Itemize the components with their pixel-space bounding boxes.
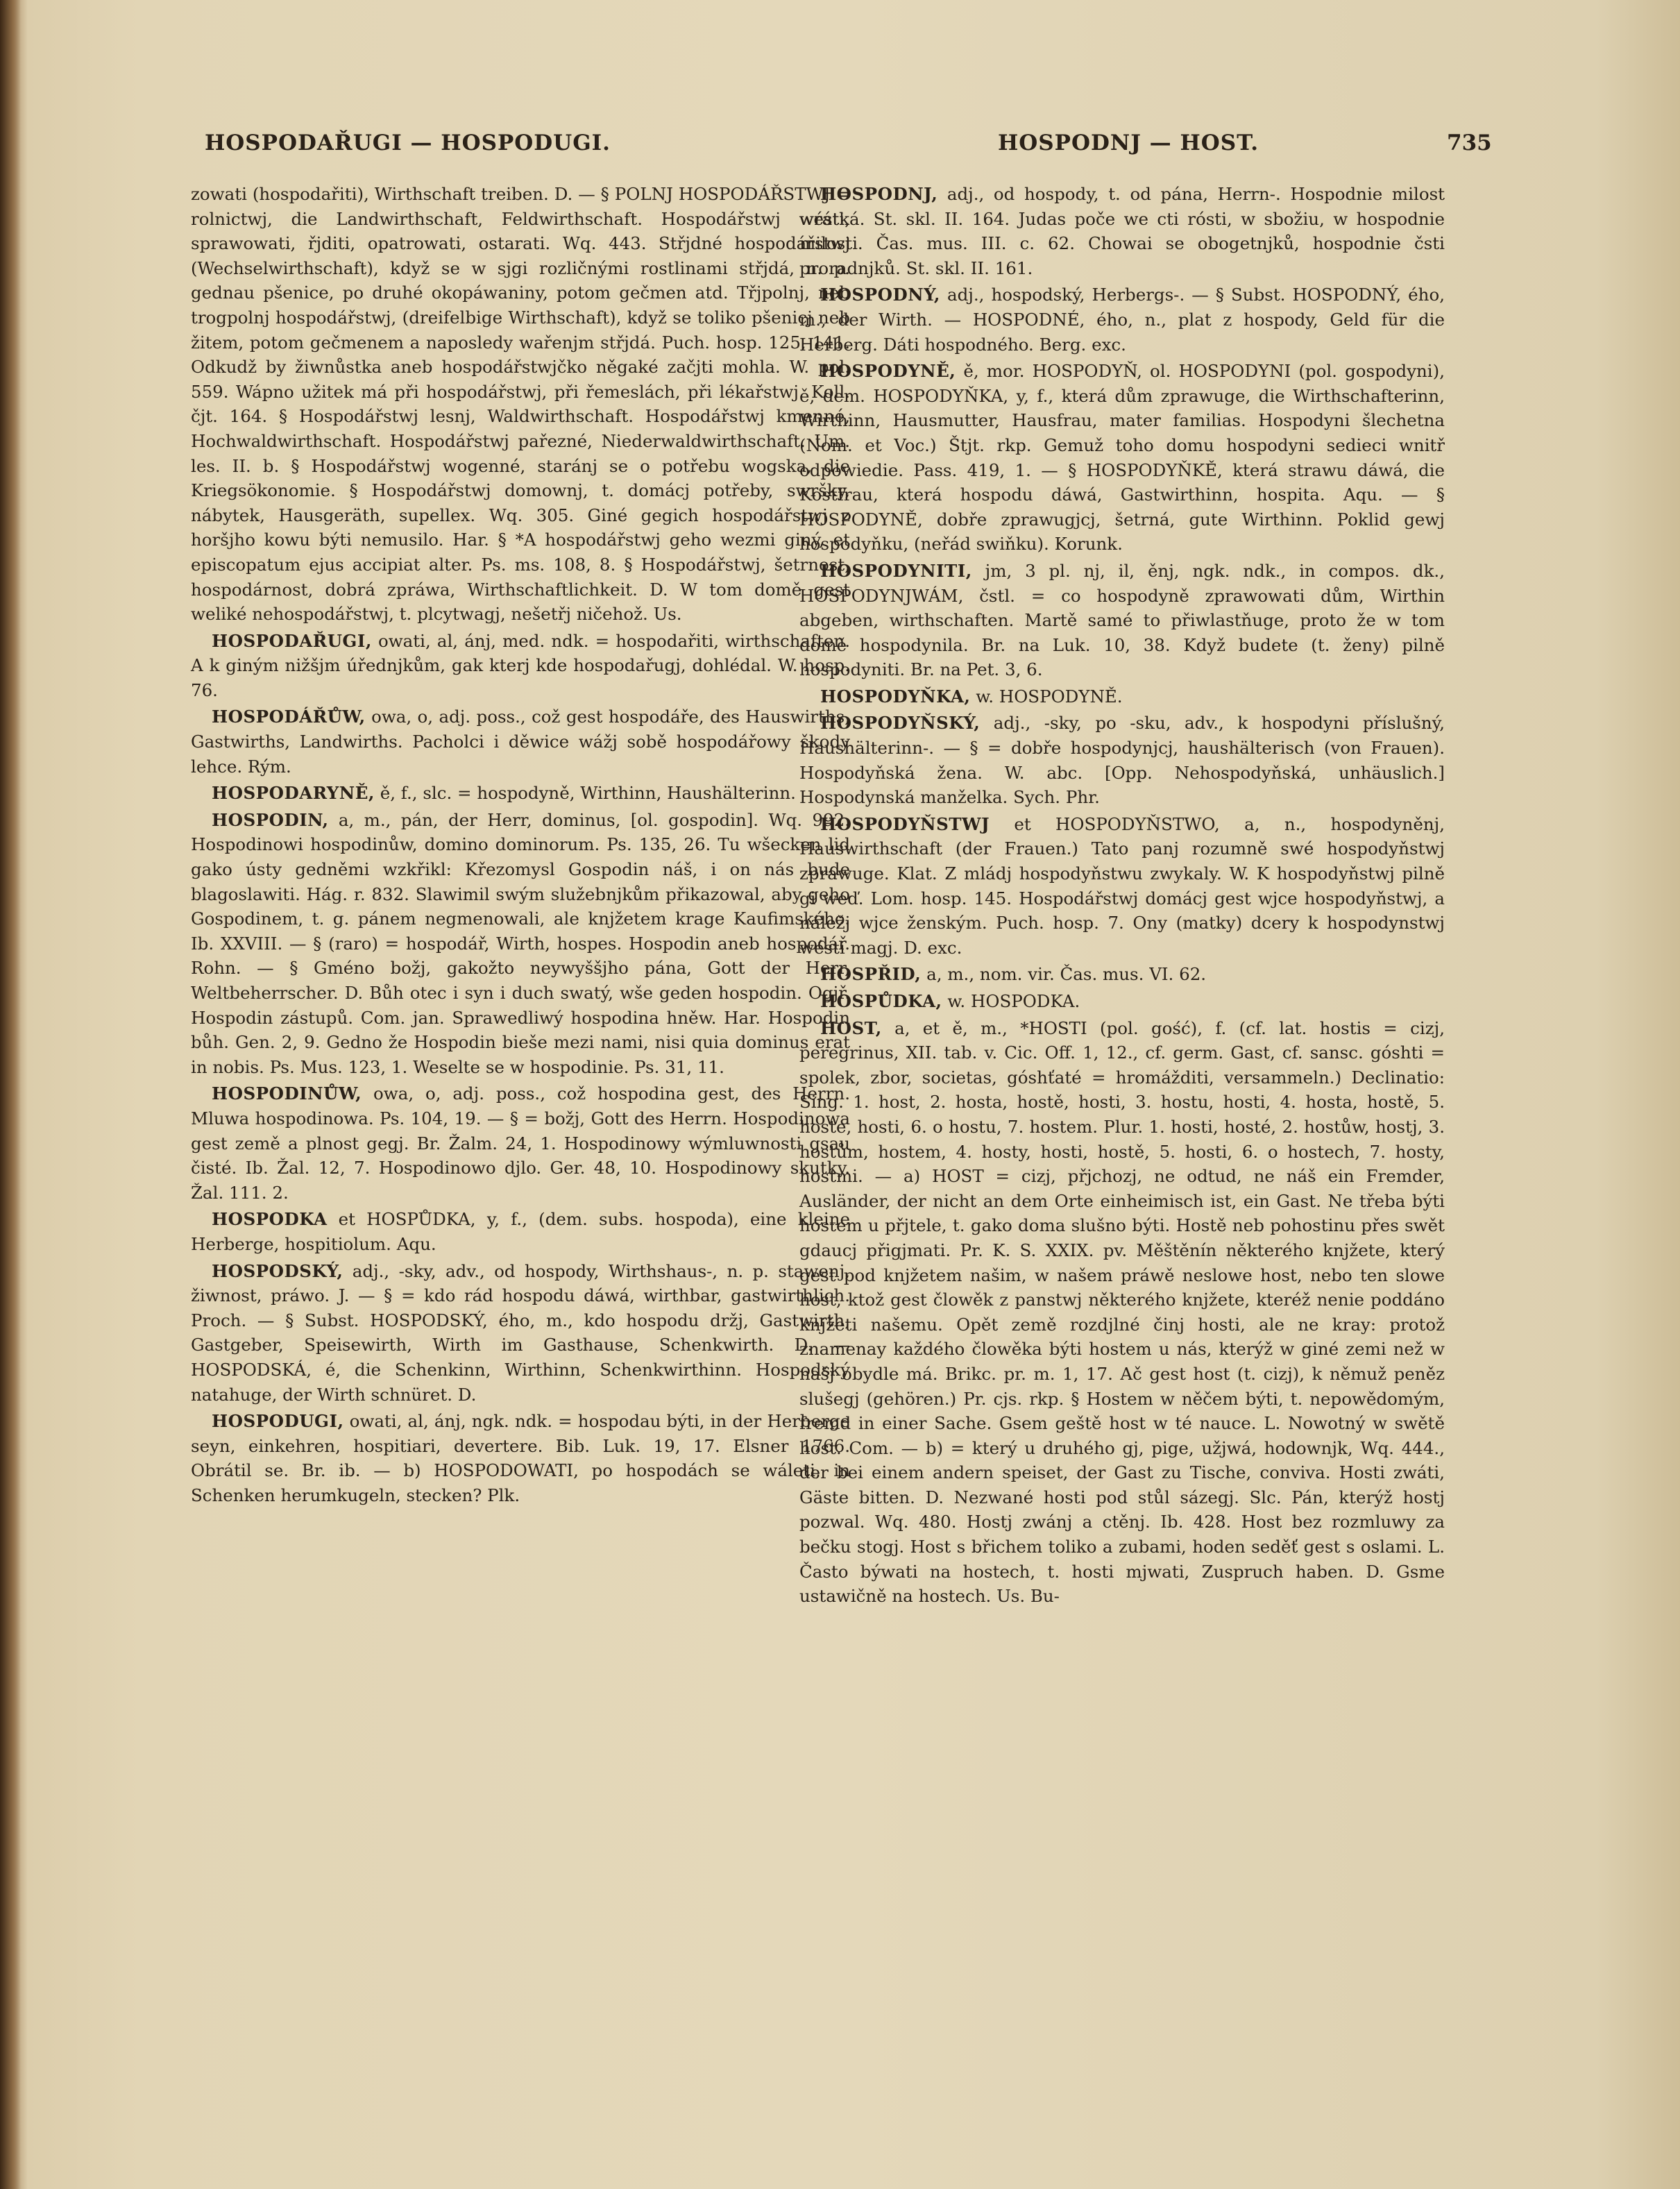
entry-headword: HOSPODYNĚ,	[820, 361, 956, 382]
dictionary-entry	[191, 1409, 850, 1507]
entry-headword: HOSPODKA	[212, 1209, 328, 1230]
dictionary-entry	[191, 1259, 850, 1408]
dictionary-entry	[191, 629, 850, 703]
entry-text: ě, f., slc. = hospodyně, Wirthinn, Haushälterinn.	[380, 783, 796, 804]
running-header-right: HOSPODNJ — HOST.	[998, 130, 1259, 155]
entry-headword: HOSPODYŇKA,	[820, 686, 971, 707]
entry-text: a, et ě, m., *HOSTI (pol. gość), f. (cf. lat. hostis = cizj, peregrinus, XII. tab. v. Cic. Off. 1, 12., cf. germ. Gast, cf. sansc. góshti = spolek, zbor, societas, góshťaté = hromážditi, versammeln.) Declinatio: Sing. 1. host, 2. hosta, hostě, hosti, 3. hostu, hosti, 4. hosta, hostě, 5. hoste, hosti, 6. o hostu, 7. hostem. Plur. 1. hosti, hosté, 2. hostůw, hostj, 3. hostům, hostem, 4. hosty, hosti, hostě, 5. hosti, 6. o hostech, 7. hosty, hostmi. — a) HOST = cizj, přjchozj, ne odtud, ne náš ein Fremder, Ausländer, der nicht an dem Orte einheimisch ist, ein Gast. Ne třeba býti hostem u přjtele, t. gako doma slušno býti. Hostě neb pohostinu přes swět gdaucj přigjmati. Pr. K. S. XXIX. pv. Měštěnín některého knjžete, který gest pod knjžetem našim, w našem práwě neslowe host, nebo ten slowe host, ktož gest člowěk z panstwj některého knjžete, kteréž nenie poddáno knjžeti našemu. Opět země rozdjlné činj hosti, ale ne kray: protož znamenay každého člowěka býti hostem u nás, kterýž w giné zemi než w našj obydle má. Brikc. pr. m. 1, 17. Ač gest host (t. cizj), k němuž peněz slušegj (gehören.) Pr. cjs. rkp. § Hostem w něčem býti, t. nepowědomým, fremd in einer Sache. Gsem geště host w té nauce. L. Nowotný w swětě host. Com. — b) = který u druhého gj, pige, užjwá, hodownjk, Wq. 444., der bei einem andern speiset, der Gast zu Tische, conviva. Hosti zwáti, Gäste bitten. D. Nezwané hosti pod stůl sázegj. Slc. Pán, kterýž hostj pozwal. Wq. 480. Hostj zwánj a ctěnj. Ib. 428. Host bez rozmluwy za bečku stogj. Host s břichem toliko a zubami, hoden seděť gest s oslami. L. Často býwati na hostech, t. hosti mjwati, Zuspruch haben. D. Gsme ustawičně na hostech. Us. Bu-	[799, 1017, 1445, 1607]
entry-text: owa, o, adj. poss., což hospodina gest, des Herrn. Mluwa hospodinowa. Ps. 104, 19. — § = božj, Gott des Herrn. Hospodinowa gest země a plnost gegj. Br. Žalm. 24, 1. Hospodinowy wýmluwnosti gsau čisté. Ib. Žal. 12, 7. Hospodinowo djlo. Ger. 48, 10. Hospodinowy skutky. Žal. 111. 2.	[191, 1083, 850, 1203]
entry-headword: HOSPODYŇSKÝ,	[820, 713, 981, 734]
entry-text: adj., -sky, adv., od hospody, Wirthshaus-, n. p. stawenj, žiwnost, práwo. J. — § = kdo rád hospodu dáwá, wirthbar, gastwirthlich. Proch. — § Subst. HOSPODSKÝ, ého, m., kdo hospodu držj, Gastwirth, Gastgeber, Speisewirth, Wirth im Gasthause, Schenkwirth. D. — HOSPODSKÁ, é, die Schenkinn, Wirthinn, Schenkwirthinn. Hospodský natahuge, der Wirth schnüret. D.	[191, 1260, 850, 1405]
entry-text: a, m., pán, der Herr, dominus, [ol. gospodin]. Wq. 992. Hospodinowi hospodinůw, domino dominorum. Ps. 135, 26. Tu wšecken lid gako ústy gedněmi wzkřikl: Křezomysl Gospodin náš, i on nás bude blagoslawiti. Hág. r. 832. Slawimil swým služebnjkům přikazowal, aby geho Gospodinem, t. g. pánem negmenowali, ale knjžetem krage Kaufimského. Ib. XXVIII. — § (raro) = hospodář, Wirth, hospes. Hospodin aneb hospodář. Rohn. — § Gméno božj, gakožto neywyššjho pána, Gott der Herr, Weltbeherrscher. D. Bůh otec i syn i duch swatý, wše geden hospodin. Ogjř. Hospodin zástupů. Com. jan. Sprawedliwý hospodina hněw. Har. Hospodin bůh. Gen. 2, 9. Gedno že Hospodin bieše mezi nami, nisi quia dominus erat in nobis. Ps. Mus. 123, 1. Weselte se w hospodinie. Ps. 31, 11.	[191, 809, 850, 1077]
entry-headword: HOSPODNJ,	[820, 184, 938, 204]
dictionary-entry	[799, 812, 1445, 961]
dictionary-entry	[191, 704, 850, 779]
entry-text: adj., -sky, po -sku, adv., k hospodyni příslušný, Haushälterinn-. — § = dobře hospodynjcj, haushälterisch (von Frauen). Hospodyňská žena. W. abc. [Opp. Nehospodyňská, unhäuslich.] Hospodynská manželka. Sych. Phr.	[799, 713, 1445, 808]
dictionary-entry	[191, 182, 850, 627]
dictionary-entry	[191, 1081, 850, 1205]
left-column	[191, 182, 850, 1510]
entry-text: owa, o, adj. poss., což gest hospodáře, des Hauswirths, Gastwirths, Landwirths. Pacholci i děwice wážj sobě hospodářowy škody lehce. Rým.	[191, 707, 850, 777]
dictionary-entry	[799, 711, 1445, 809]
dictionary-entry	[799, 359, 1445, 557]
entry-headword: HOSPODÁŘŮW,	[212, 707, 366, 727]
entry-headword: HOSPODSKÝ,	[212, 1260, 343, 1281]
running-header-left: HOSPODAŘUGI — HOSPODUGI.	[205, 130, 611, 155]
dictionary-entry	[799, 182, 1445, 280]
entry-text: ě, mor. HOSPODYŇ, ol. HOSPODYNI (pol. gospodyni), ě, dem. HOSPODYŇKA, y, f., která dům zprawuge, die Wirthschafterinn, Wirthinn, Hausmutter, Hausfrau, mater familias. Hospodyni šlechetna (Nom. et Voc.) Štjt. rkp. Gemuž toho domu hospodyni sedieci wnitř odpowiedie. Pass. 419, 1. — § HOSPODYŇKĚ, která strawu dáwá, die Kostfrau, která hospodu dáwá, Gastwirthinn, hospita. Aqu. — § HOSPODYNĚ, dobře zprawugjcj, šetrná, gute Wirthinn. Poklid gewj hospodyňku, (neřád swiňku). Korunk.	[799, 361, 1445, 555]
entry-text: zowati (hospodařiti), Wirthschaft treiben. D. — § POLNJ HOSPODÁŘSTWJ = rolnictwj, die Landwirthschaft, Feldwirthschaft. Hospodářstwj wésti, sprawowati, řjditi, opatrowati, ostarati. Wq. 443. Střjdné hospodářstwj (Wechselwirthschaft), když se w sjgi rozličnými rostlinami střjdá, n. p. gednau pšenice, po druhé okopáwaniny, potom gečmen atd. Třjpolnj, neb trogpolnj hospodářstwj, (dreifelbige Wirthschaft), když se toliko pšenicj neb žitem, potom gečmenem a naposledy wařenjm střjdá. Puch. hosp. 125, 141. Odkudž by žiwnůstka aneb hospodářstwjčko něgaké začjti mohla. W. pol. 559. Wápno užitek má při hospodářstwj, při řemeslách, při lékařstwj. Koll. čjt. 164. § Hospodářstwj lesnj, Waldwirthschaft. Hospodářstwj kmenné, Hochwaldwirthschaft. Hospodářstwj pařezné, Niederwaldwirthschaft. Um. les. II. b. § Hospodářstwj wogenné, staránj se o potřebu wogska, die Kriegsökonomie. § Hospodářstwj domownj, t. domácj potřeby, swršky, nábytek, Hausgeräth, supellex. Wq. 305. Giné gegich hospodářstwj z horšjho kowu býti nemusilo. Har. § *A hospodářstwj geho wezmi giný, et episcopatum ejus accipiat alter. Ps. ms. 108, 8. § Hospodářstwj, šetrnost, hospodárnost, dobrá zpráwa, Wirthschaftlichkeit. D. W tom domě gest weliké nehospodářstwj, t. plcytwagj, nešetřj ničehož. Us.	[191, 184, 850, 625]
entry-headword: HOSPODINŮW,	[212, 1083, 362, 1104]
entry-text: et HOSPODYŇSTWO, a, n., hospodyněnj, Hauswirthschaft (der Frauen.) Tato panj rozumně swé hospodyňstwj zprawuge. Klat. Z mládj hospodyňstwu zwykaly. W. K hospodyňstwj pilně gi weď. Lom. hosp. 145. Hospodářstwj domácj gest wjce hospodyňstwj, a náležj wjce ženským. Puch. hosp. 7. Ony (matky) dcery k hospodynstwj wésti magj. D. exc.	[799, 813, 1445, 958]
entry-headword: HOSPODARYNĚ,	[212, 783, 375, 804]
entry-text: owati, al, ánj, med. ndk. = hospodařiti, wirthschaften. A k giným nižšjm úřednjkům, gak kterj kde hospodařugj, dohlédal. W. hosp. 76.	[191, 630, 850, 700]
entry-text: et HOSPŮDKA, y, f., (dem. subs. hospoda), eine kleine Herberge, hospitiolum. Aqu.	[191, 1209, 850, 1254]
dictionary-entry	[799, 684, 1445, 709]
dictionary-entry	[799, 962, 1445, 987]
entry-headword: HOSPODYNITI,	[820, 560, 972, 581]
entry-headword: HOSPODNÝ,	[820, 285, 940, 305]
book-spine-shadow	[0, 0, 21, 2189]
entry-text: a, m., nom. vir. Čas. mus. VI. 62.	[926, 964, 1207, 985]
dictionary-entry	[799, 282, 1445, 357]
entry-headword: HOSPODAŘUGI,	[212, 630, 372, 651]
entry-headword: HOSPŘID,	[820, 964, 922, 985]
entry-text: adj., hospodský, Herbergs-. — § Subst. HOSPODNÝ, ého, m., der Wirth. — HOSPODNÉ, ého, n., plat z hospody, Geld für die Herberg. Dáti hospodného. Berg. exc.	[799, 285, 1445, 355]
right-column	[799, 182, 1445, 1611]
dictionary-entry	[191, 808, 850, 1080]
dictionary-entry	[191, 781, 850, 806]
entry-text: w. HOSPODYNĚ.	[976, 686, 1123, 707]
dictionary-entry	[799, 1016, 1445, 1609]
entry-text: adj., od hospody, t. od pána, Herrn-. Hospodnie milost wrátká. St. skl. II. 164. Judas poče we cti rósti, w sbožiu, w hospodnie milosti. Čas. mus. III. c. 62. Chowai se obogetnjků, hospodnie čsti proradnjků. St. skl. II. 161.	[799, 184, 1445, 278]
page-number: 735	[1447, 130, 1492, 155]
entry-headword: HOSPODYŇSTWJ	[820, 813, 990, 834]
entry-headword: HOSPODIN,	[212, 809, 329, 830]
dictionary-entry	[799, 989, 1445, 1014]
entry-headword: HOSPODUGI,	[212, 1411, 344, 1432]
entry-headword: HOSPŮDKA,	[820, 991, 942, 1011]
entry-headword: HOST,	[820, 1017, 882, 1038]
entry-text: w. HOSPODKA.	[947, 991, 1080, 1011]
dictionary-entry	[799, 559, 1445, 682]
entry-text: owati, al, ánj, ngk. ndk. = hospodau býti, in der Herberge seyn, einkehren, hospitiari, devertere. Bib. Luk. 19, 17. Elsner 1766. Obrátil se. Br. ib. — b) HOSPODOWATI, po hospodách se wáleti, in Schenken herumkugeln, stecken? Plk.	[191, 1411, 851, 1505]
dictionary-entry	[191, 1207, 850, 1256]
entry-text: jm, 3 pl. nj, il, ěnj, ngk. ndk., in compos. dk., HOSPODYNJWÁM, čstl. = co hospodyně zprawowati dům, Wirthin abgeben, wirthschaften. Martě samé to přiwlastňuge, proto že w tom domě hospodynila. Br. na Luk. 10, 38. Když budete (t. ženy) pilně hospodyniti. Br. na Pet. 3, 6.	[799, 560, 1445, 680]
